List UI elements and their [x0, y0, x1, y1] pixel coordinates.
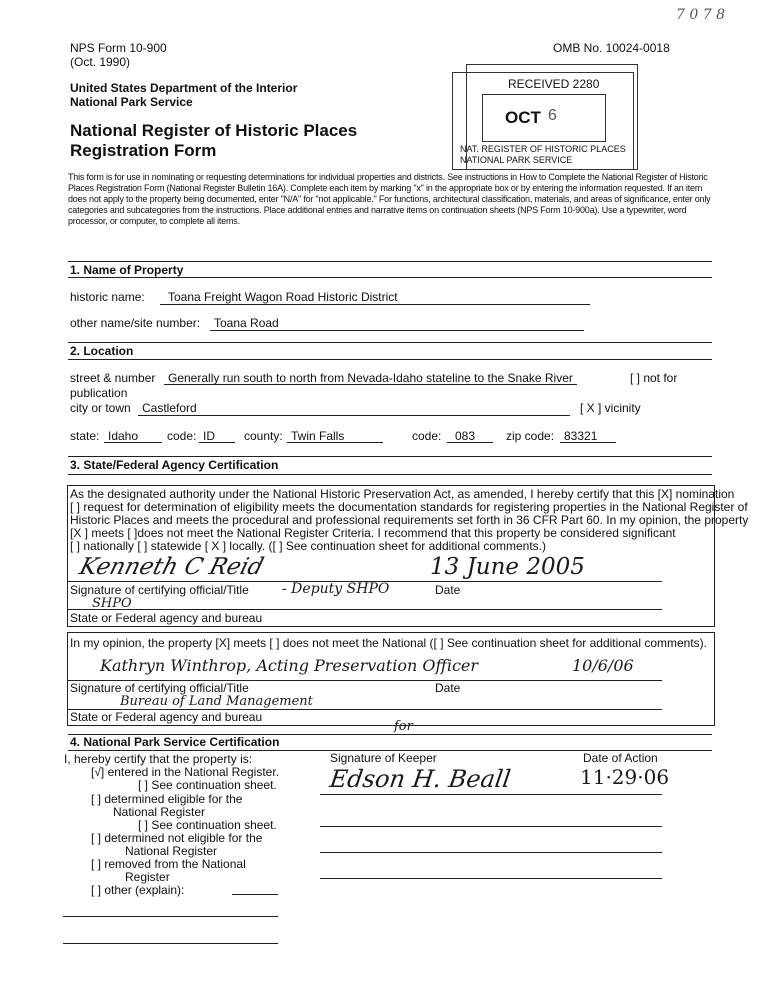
state-code-label: code:: [167, 429, 197, 443]
city-label: city or town: [70, 401, 131, 415]
agency: National Park Service: [70, 95, 193, 109]
other-name-field[interactable]: Toana Road: [210, 317, 584, 331]
state-field[interactable]: Idaho: [104, 430, 162, 443]
county-label: county:: [244, 429, 283, 443]
keeper-label: Signature of Keeper: [330, 751, 437, 765]
date-label-2: Date: [435, 681, 461, 695]
cert-line: [ ] nationally [ ] statewide [ X ] locally. ([ ] See continuation sheet for additional comments.): [70, 539, 547, 553]
signature-label-2: Signature of certifying official/Title: [70, 681, 249, 695]
vicinity-checkbox[interactable]: [ X ] vicinity: [580, 401, 641, 415]
date-of-action-label: Date of Action: [583, 751, 658, 765]
certifying-title: - Deputy SHPO: [282, 581, 390, 597]
corner-mark: 7 0 7 8: [676, 7, 725, 23]
nps-cert-item-text: National Register: [125, 844, 218, 858]
other-name-label: other name/site number:: [70, 316, 201, 330]
stamp-month: OCT: [505, 108, 541, 127]
state-code-field[interactable]: ID: [199, 430, 235, 443]
cert-line: [ ] request for determination of eligibility meets the documentation standards for registering properties in the National Register of: [70, 500, 748, 514]
omb-number: OMB No. 10024-0018: [553, 41, 670, 55]
certifying-agency: SHPO: [92, 596, 132, 611]
form-date: (Oct. 1990): [70, 55, 131, 69]
street-label: street & number: [70, 371, 156, 385]
stamp-day: 6: [548, 107, 557, 124]
publication-label: publication: [70, 386, 128, 400]
stamp-footer: NAT. REGISTER OF HISTORIC PLACES NATIONAL PARK SERVICE: [460, 144, 626, 165]
nps-cert-item-text: Register: [125, 870, 170, 884]
state-label: state:: [70, 429, 100, 443]
commenting-agency: Bureau of Land Management: [120, 694, 313, 709]
determined-not-eligible-checkbox[interactable]: [ ] determined not eligible for the: [91, 831, 263, 845]
city-field[interactable]: Castleford: [138, 402, 570, 416]
zip-field[interactable]: 83321: [560, 430, 616, 443]
form-body: [0, 26, 772, 1000]
cert-line: Historic Places and meets the procedural and professional requirements set forth in 36 CFR Part 60. In my opinion, the property: [70, 513, 749, 527]
zip-label: zip code:: [506, 429, 555, 443]
agency-label: State or Federal agency and bureau: [70, 611, 263, 625]
section-4-heading: 4. National Park Service Certification: [70, 735, 280, 749]
county-code-label: code:: [412, 429, 442, 443]
nps-cert-intro: I, hereby certify that the property is:: [64, 752, 253, 766]
removed-checkbox[interactable]: [ ] removed from the National: [91, 857, 246, 871]
cert-line: As the designated authority under the National Historic Preservation Act, as amended, I hereby certify that this [X] nomination: [70, 487, 735, 501]
county-field[interactable]: Twin Falls: [287, 430, 383, 443]
opinion-text: In my opinion, the property [X] meets [ ] does not meet the National ([ ] See continuation sheet for additional comments).: [70, 636, 708, 650]
commenting-date: 10/6/06: [572, 656, 634, 675]
see-continuation-checkbox[interactable]: [ ] See continuation sheet.: [138, 778, 277, 792]
date-of-action: 11·29·06: [580, 765, 670, 789]
department: United States Department of the Interior: [70, 81, 298, 95]
date-label: Date: [435, 583, 461, 597]
certifying-signature: Kenneth C Reid: [76, 554, 267, 580]
page-subtitle: Registration Form: [70, 141, 217, 160]
entered-checkbox[interactable]: [√] entered in the National Register.: [91, 765, 280, 779]
instructions: This form is for use in nominating or requesting determinations for individual properties and districts. See instructions in How to Complete the National Register of Historic Places Registration Form (National Register Bulletin 16A). Complete each item by marking "x" in the appropriate box or by entering the information requested. If an item does not apply to the property being documented, enter "N/A" for "not applicable." For functions, architectural classification, materials, and areas of significance, enter only categories and subcategories from the instructions. Place additional entries and narrative items on continuation sheets (NPS Form 10-900a). Use a typewriter, word processor, or computer, to complete all items.: [68, 172, 711, 226]
section-3-heading: 3. State/Federal Agency Certification: [70, 458, 279, 472]
historic-name-field[interactable]: Toana Freight Wagon Road Historic District: [160, 291, 590, 305]
commenting-signature: Kathryn Winthrop, Acting Preservation Officer: [100, 656, 479, 675]
cert-line: [X ] meets [ ]does not meet the National Register Criteria. I recommend that this property be considered significant: [70, 526, 676, 540]
form-number: NPS Form 10-900: [70, 41, 167, 55]
section-2-heading: 2. Location: [70, 344, 134, 358]
not-for-publication-checkbox[interactable]: [ ] not for: [630, 371, 678, 385]
signature-label: Signature of certifying official/Title: [70, 583, 249, 597]
other-checkbox[interactable]: [ ] other (explain):: [91, 883, 185, 897]
see-continuation-checkbox-2[interactable]: [ ] See continuation sheet.: [138, 818, 277, 832]
page-title: National Register of Historic Places: [70, 121, 358, 140]
keeper-signature: Edson H. Beall: [328, 765, 513, 793]
nps-cert-item-text: National Register: [113, 805, 206, 819]
keeper-initials: for: [394, 719, 413, 734]
county-code-field[interactable]: 083: [447, 430, 493, 443]
section-1-heading: 1. Name of Property: [70, 263, 184, 277]
street-field[interactable]: Generally run south to north from Nevada-Idaho stateline to the Snake River: [164, 372, 577, 385]
stamp-received: RECEIVED 2280: [508, 77, 600, 91]
determined-eligible-checkbox[interactable]: [ ] determined eligible for the: [91, 792, 243, 806]
certifying-date: 13 June 2005: [430, 554, 585, 580]
agency-label-2: State or Federal agency and bureau: [70, 710, 263, 724]
historic-name-label: historic name:: [70, 290, 145, 304]
